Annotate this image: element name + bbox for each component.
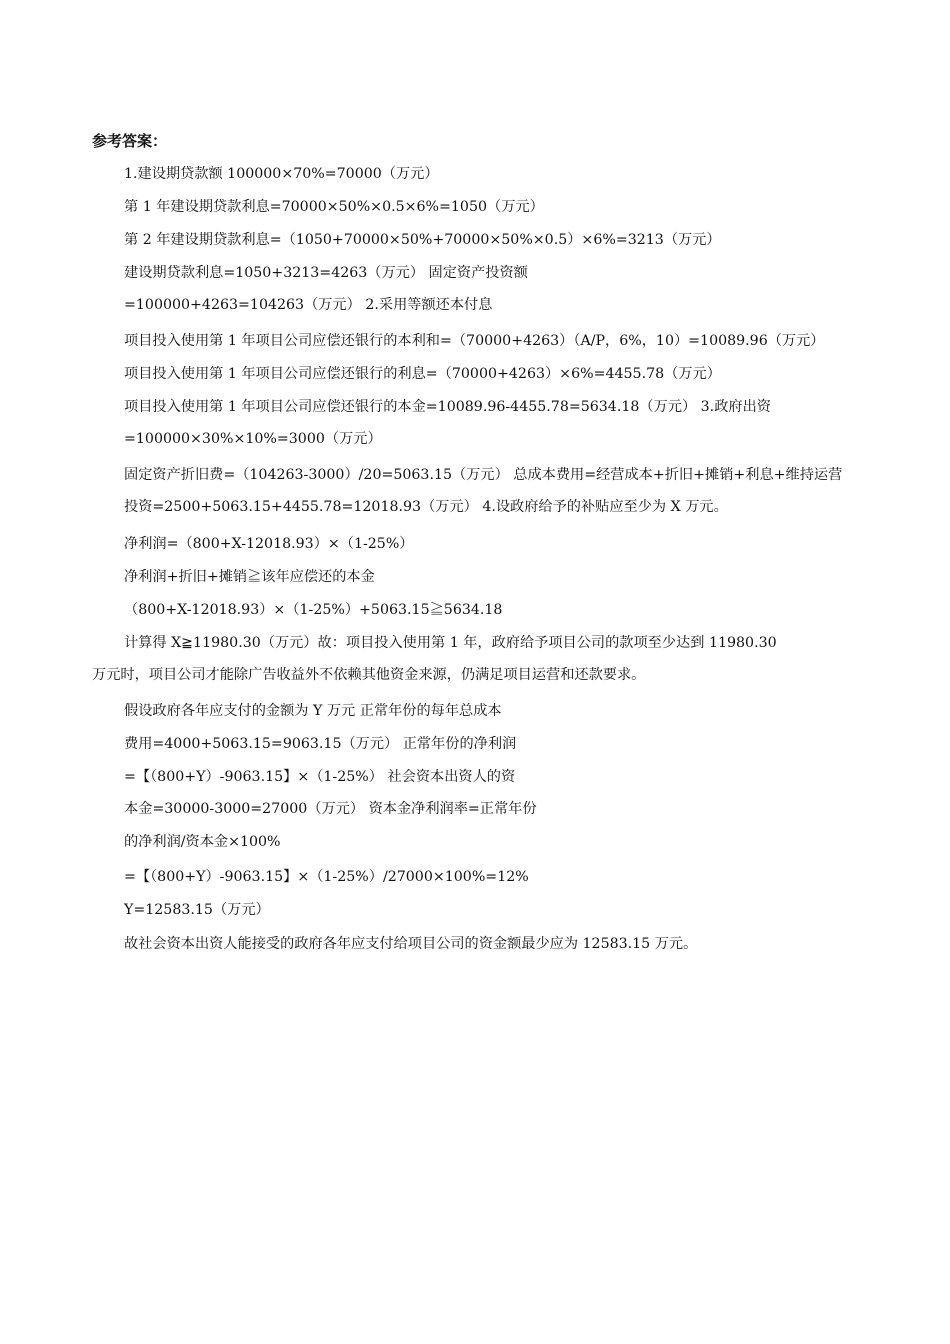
text-line: 项目投入使用第 1 年项目公司应偿还银行的利息=（70000+4263）×6%=4455.78（万元） bbox=[124, 366, 721, 382]
text-line: 净利润+折旧+摊销≧该年应偿还的本金 bbox=[124, 569, 375, 585]
text-line: 第 2 年建设期贷款利息=（1050+70000×50%+70000×50%×0.5）×6%=3213（万元） bbox=[124, 232, 721, 248]
text-line: =100000+4263=104263（万元） 2.采用等额还本付息 bbox=[124, 297, 493, 313]
text-line: 建设期贷款利息=1050+3213=4263（万元） 固定资产投资额 bbox=[124, 265, 528, 281]
text-line: 1.建设期贷款额 100000×70%=70000（万元） bbox=[124, 166, 439, 182]
text-line: =【（800+Y）-9063.15】×（1-25%）/27000×100%=12% bbox=[124, 869, 529, 885]
text-line: 计算得 X≧11980.30（万元）故：项目投入使用第 1 年，政府给予项目公司的款项至少达到 11980.30 bbox=[124, 635, 777, 651]
text-line: =【（800+Y）-9063.15】×（1-25%） 社会资本出资人的资 bbox=[124, 769, 516, 785]
text-line: Y=12583.15（万元） bbox=[124, 902, 270, 918]
text-line: 万元时，项目公司才能除广告收益外不依赖其他资金来源，仍满足项目运营和还款要求。 bbox=[92, 667, 646, 683]
text-line: 第 1 年建设期贷款利息=70000×50%×0.5×6%=1050（万元） bbox=[124, 199, 544, 215]
answer-heading: 参考答案： bbox=[92, 132, 168, 150]
text-line: 投资=2500+5063.15+4455.78=12018.93（万元） 4.设政府给予的补贴应至少为 X 万元。 bbox=[124, 499, 728, 515]
text-line: =100000×30%×10%=3000（万元） bbox=[124, 431, 382, 447]
text-line: 项目投入使用第 1 年项目公司应偿还银行的本利和=（70000+4263）（A/P，6%，10）=10089.96（万元） bbox=[124, 333, 825, 349]
text-line: 假设政府各年应支付的金额为 Y 万元 正常年份的每年总成本 bbox=[124, 703, 502, 719]
text-line: 费用=4000+5063.15=9063.15（万元） 正常年份的净利润 bbox=[124, 736, 517, 752]
text-line: 净利润=（800+X-12018.93）×（1-25%） bbox=[124, 536, 414, 552]
text-line: 故社会资本出资人能接受的政府各年应支付给项目公司的资金额最少应为 12583.15 万元。 bbox=[124, 936, 698, 952]
text-line: 本金=30000-3000=27000（万元） 资本金净利润率=正常年份 bbox=[124, 801, 537, 817]
text-line: （800+X-12018.93）×（1-25%）+5063.15≧5634.18 bbox=[124, 602, 503, 618]
text-line: 项目投入使用第 1 年项目公司应偿还银行的本金=10089.96-4455.78=5634.18（万元） 3.政府出资 bbox=[124, 399, 771, 415]
text-line: 固定资产折旧费=（104263-3000）/20=5063.15（万元） 总成本费用=经营成本+折旧+摊销+利息+维持运营 bbox=[124, 467, 843, 483]
text-line: 的净利润/资本金×100% bbox=[124, 834, 281, 850]
